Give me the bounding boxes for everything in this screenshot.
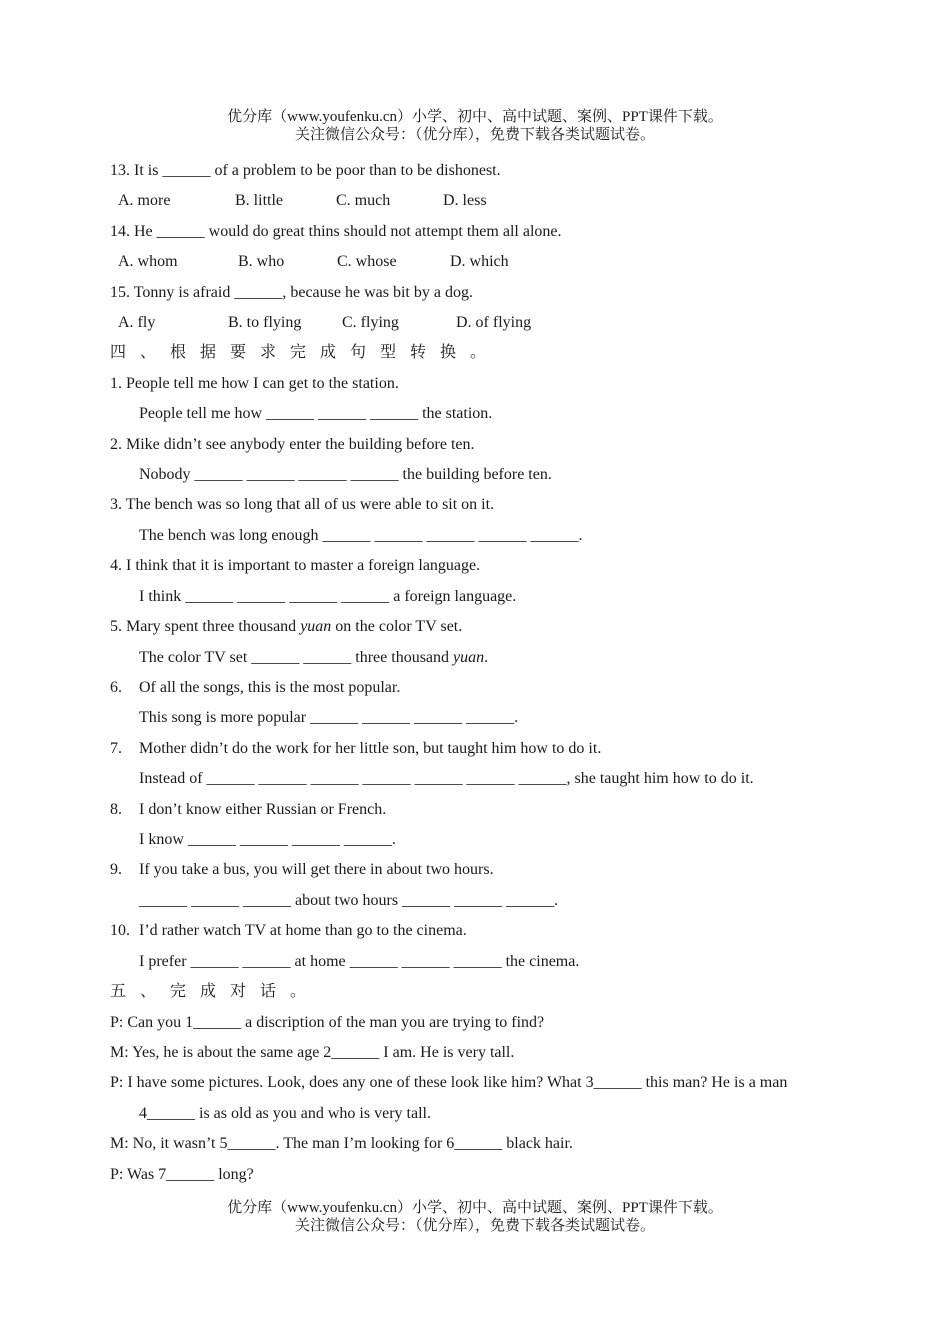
- q13-option-b: B. little: [235, 192, 283, 209]
- transform-9-answer: ______ ______ ______ about two hours ______ ______ ______.: [139, 892, 559, 909]
- question-14: 14. He ______ would do great thins should not attempt them all alone.: [110, 223, 562, 240]
- dialogue-line: M: No, it wasn’t 5______. The man I’m looking for 6______ black hair.: [110, 1135, 573, 1152]
- q15-option-b: B. to flying: [228, 314, 302, 331]
- q13-option-a: A. more: [118, 192, 171, 209]
- transform-7-answer: Instead of ______ ______ ______ ______ ______ ______ ______, she taught him how to do it.: [139, 770, 754, 787]
- transform-6-question: 6. Of all the songs, this is the most popular.: [110, 679, 401, 696]
- q14-option-b: B. who: [238, 253, 285, 270]
- section-5-title: 五、完成对话。: [110, 983, 321, 1000]
- transform-4-answer: I think ______ ______ ______ ______ a foreign language.: [139, 588, 517, 605]
- dialogue-line: P: Was 7______ long?: [110, 1166, 254, 1183]
- q14-option-d: D. which: [450, 253, 509, 270]
- transform-5-question: 5. Mary spent three thousand yuan on the color TV set.: [110, 618, 463, 635]
- transform-1-question: 1. People tell me how I can get to the station.: [110, 375, 399, 392]
- transform-6-answer: This song is more popular ______ ______ ______ ______.: [139, 709, 519, 726]
- transform-1-answer: People tell me how ______ ______ ______ the station.: [139, 405, 493, 422]
- q13-option-d: D. less: [443, 192, 487, 209]
- dialogue-line: P: Can you 1______ a discription of the man you are trying to find?: [110, 1014, 545, 1031]
- section-4-title: 四、根据要求完成句型转换。: [110, 344, 501, 361]
- transform-10-question: 10. I’d rather watch TV at home than go to the cinema.: [110, 922, 467, 939]
- q15-option-c: C. flying: [342, 314, 399, 331]
- question-15: 15. Tonny is afraid ______, because he was bit by a dog.: [110, 284, 473, 301]
- q14-option-c: C. whose: [337, 253, 397, 270]
- dialogue-line: P: I have some pictures. Look, does any one of these look like him? What 3______ this man? He is a man: [110, 1074, 788, 1091]
- page-header: [0, 108, 950, 144]
- q14-option-a: A. whom: [118, 253, 178, 270]
- transform-8-question: 8. I don’t know either Russian or French.: [110, 801, 387, 818]
- transform-5-answer: The color TV set ______ ______ three thousand yuan.: [139, 649, 489, 666]
- transform-2-question: 2. Mike didn’t see anybody enter the building before ten.: [110, 436, 475, 453]
- q13-option-c: C. much: [336, 192, 391, 209]
- transform-3-answer: The bench was long enough ______ ______ ______ ______ ______.: [139, 527, 583, 544]
- header-line-1: 优分库（www.youfenku.cn）小学、初中、高中试题、案例、PPT课件下载。: [227, 109, 723, 125]
- footer-line-1: 优分库（www.youfenku.cn）小学、初中、高中试题、案例、PPT课件下载。: [227, 1200, 723, 1216]
- question-13: 13. It is ______ of a problem to be poor than to be dishonest.: [110, 162, 501, 179]
- transform-10-answer: I prefer ______ ______ at home ______ ______ ______ the cinema.: [139, 953, 580, 970]
- transform-7-question: 7. Mother didn’t do the work for her little son, but taught him how to do it.: [110, 740, 602, 757]
- transform-3-question: 3. The bench was so long that all of us were able to sit on it.: [110, 496, 495, 513]
- transform-4-question: 4. I think that it is important to master a foreign language.: [110, 557, 481, 574]
- transform-2-answer: Nobody ______ ______ ______ ______ the building before ten.: [139, 466, 552, 483]
- footer-line-2: 关注微信公众号：（优分库），免费下载各类试题试卷。: [294, 1218, 655, 1234]
- q15-option-a: A. fly: [118, 314, 156, 331]
- page-footer: [0, 1199, 950, 1235]
- transform-8-answer: I know ______ ______ ______ ______.: [139, 831, 396, 848]
- transform-9-question: 9. If you take a bus, you will get there in about two hours.: [110, 861, 494, 878]
- dialogue-line: M: Yes, he is about the same age 2______ I am. He is very tall.: [110, 1044, 515, 1061]
- header-line-2: 关注微信公众号：（优分库），免费下载各类试题试卷。: [294, 127, 655, 143]
- q15-option-d: D. of flying: [456, 314, 532, 331]
- dialogue-line-continued: 4______ is as old as you and who is very tall.: [139, 1105, 431, 1122]
